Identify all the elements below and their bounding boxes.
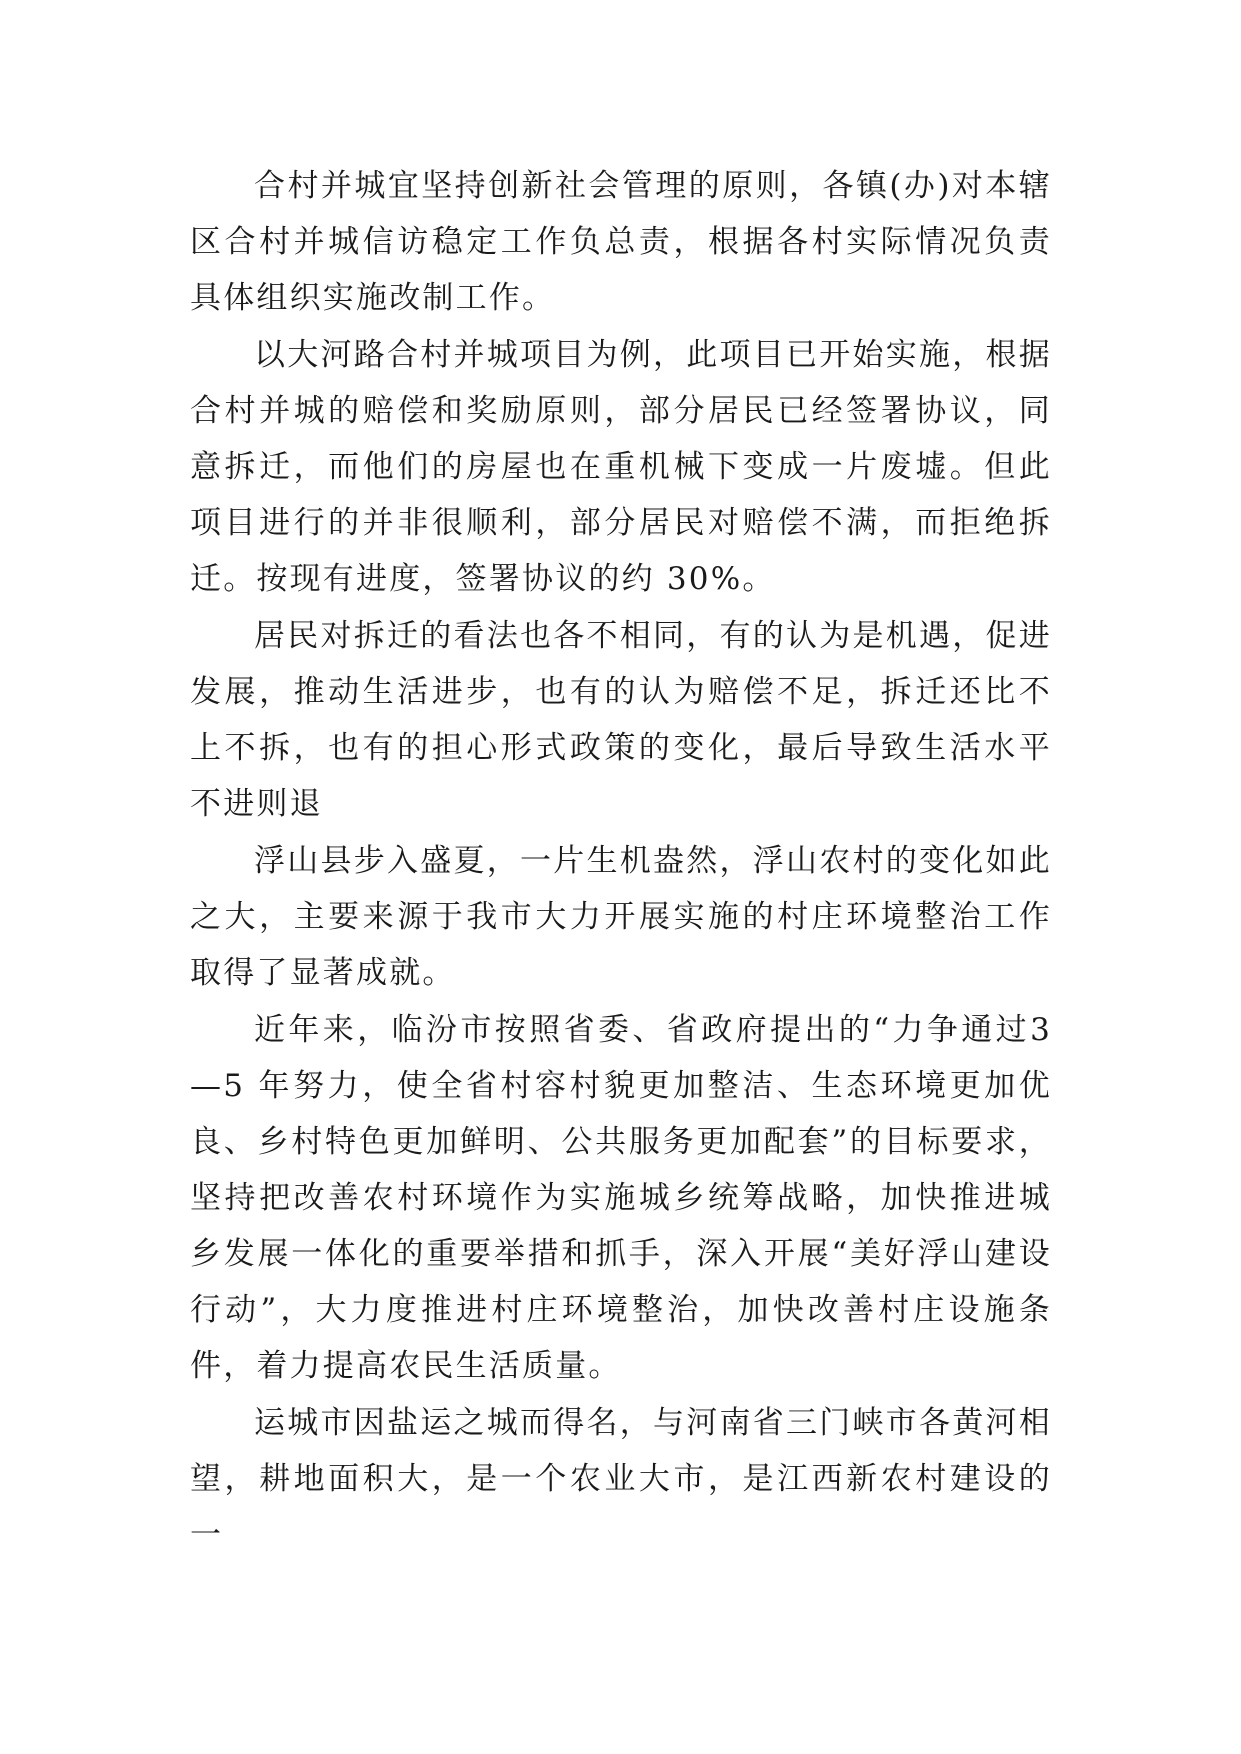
document-body <box>190 158 1052 1564</box>
paragraph-5: 近年来，临汾市按照省委、省政府提出的“力争通过3—5 年努力，使全省村容村貌更加整洁、生态环境更加优良、乡村特色更加鲜明、公共服务更加配套”的目标要求，坚持把改善农村环境作为实施城乡统筹战略，加快推进城乡发展一体化的重要举措和抓手，深入开展“美好浮山建设行动”，大力度推进村庄环境整治，加快改善村庄设施条件，着力提高农民生活质量。 <box>190 1012 1052 1384</box>
paragraph-4: 浮山县步入盛夏，一片生机盎然，浮山农村的变化如此之大，主要来源于我市大力开展实施的村庄环境整治工作取得了显著成就。 <box>190 843 1052 991</box>
paragraph-3: 居民对拆迁的看法也各不相同，有的认为是机遇，促进发展，推动生活进步，也有的认为赔偿不足，拆迁还比不上不拆，也有的担心形式政策的变化，最后导致生活水平不进则退 <box>190 618 1052 822</box>
paragraph-2: 以大河路合村并城项目为例，此项目已开始实施，根据合村并城的赔偿和奖励原则，部分居民已经签署协议，同意拆迁，而他们的房屋也在重机械下变成一片废墟。但此项目进行的并非很顺利，部分居民对赔偿不满，而拒绝拆迁。按现有进度，签署协议的约 30%。 <box>190 337 1052 597</box>
paragraph-1: 合村并城宜坚持创新社会管理的原则，各镇(办)对本辖区合村并城信访稳定工作负总责，根据各村实际情况负责具体组织实施改制工作。 <box>190 168 1052 316</box>
paragraph-6: 运城市因盐运之城而得名，与河南省三门峡市各黄河相望，耕地面积大，是一个农业大市，是江西新农村建设的一 <box>190 1405 1052 1553</box>
